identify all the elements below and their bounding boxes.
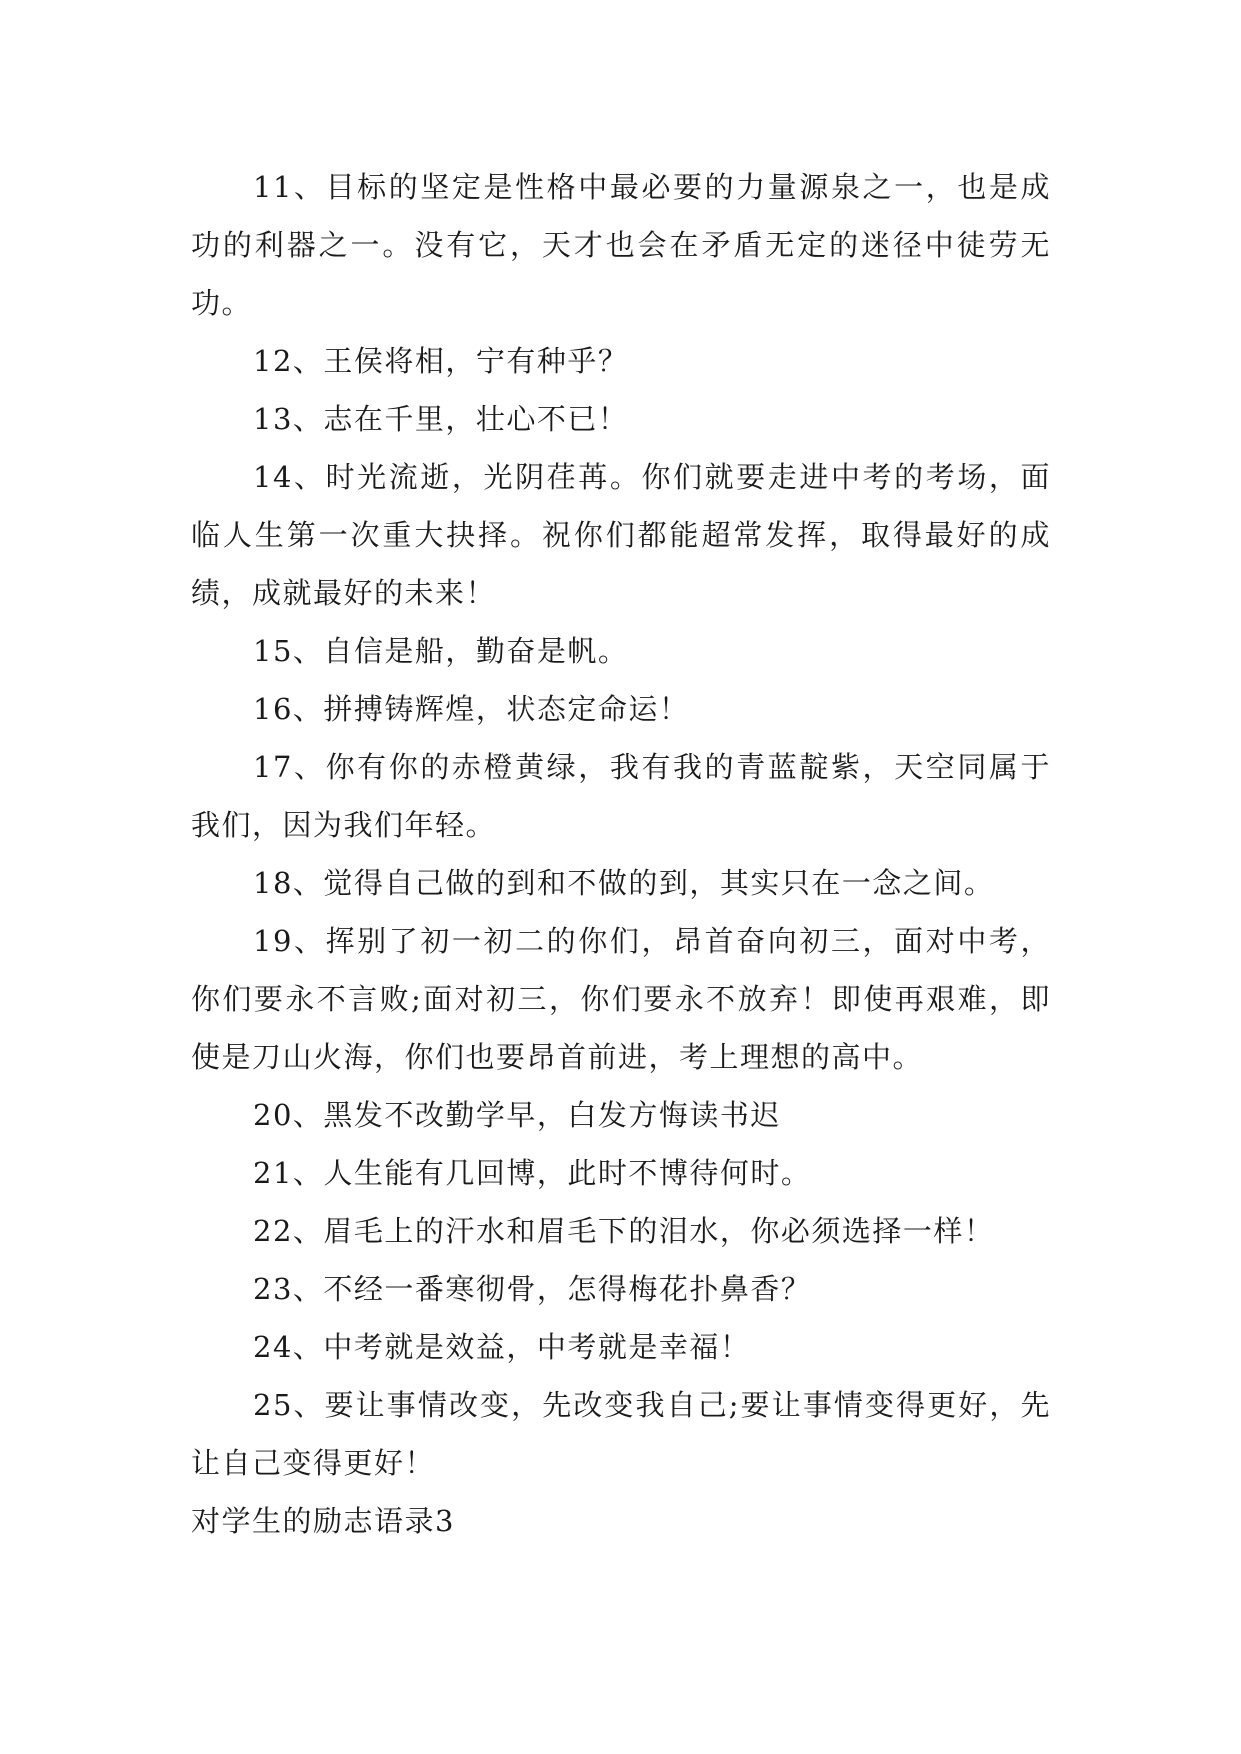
quote-paragraph-12: 12、王侯将相，宁有种乎？ — [253, 344, 629, 378]
quote-paragraph-25: 25、要让事情改变，先改变我自己;要让事情变得更好，先让自己变得更好！ — [191, 1388, 1051, 1480]
section-heading: 对学生的励志语录3 — [191, 1504, 455, 1538]
quote-paragraph-14: 14、时光流逝，光阴荏苒。你们就要走进中考的考场，面临人生第一次重大抉择。祝你们都能超常发挥，取得最好的成绩，成就最好的未来！ — [191, 460, 1051, 610]
document-body — [191, 158, 1051, 1550]
quote-paragraph-22: 22、眉毛上的汗水和眉毛下的泪水，你必须选择一样！ — [253, 1214, 995, 1248]
quote-paragraph-24: 24、中考就是效益，中考就是幸福！ — [253, 1330, 751, 1364]
quote-paragraph-13: 13、志在千里，壮心不已！ — [253, 402, 629, 436]
quote-paragraph-20: 20、黑发不改勤学早，白发方悔读书迟 — [253, 1098, 781, 1132]
quote-paragraph-15: 15、自信是船，勤奋是帆。 — [253, 634, 629, 668]
quote-paragraph-21: 21、人生能有几回博，此时不博待何时。 — [253, 1156, 812, 1190]
quote-paragraph-17: 17、你有你的赤橙黄绿，我有我的青蓝靛紫，天空同属于我们，因为我们年轻。 — [191, 750, 1051, 842]
quote-paragraph-18: 18、觉得自己做的到和不做的到，其实只在一念之间。 — [253, 866, 995, 900]
quote-paragraph-11: 11、目标的坚定是性格中最必要的力量源泉之一，也是成功的利器之一。没有它，天才也会在矛盾无定的迷径中徒劳无功。 — [191, 170, 1051, 320]
quote-paragraph-19: 19、挥别了初一初二的你们，昂首奋向初三，面对中考，你们要永不言败;面对初三，你们要永不放弃！即使再艰难，即使是刀山火海，你们也要昂首前进，考上理想的高中。 — [191, 924, 1051, 1074]
quote-paragraph-23: 23、不经一番寒彻骨，怎得梅花扑鼻香？ — [253, 1272, 812, 1306]
quote-paragraph-16: 16、拼搏铸辉煌，状态定命运！ — [253, 692, 690, 726]
